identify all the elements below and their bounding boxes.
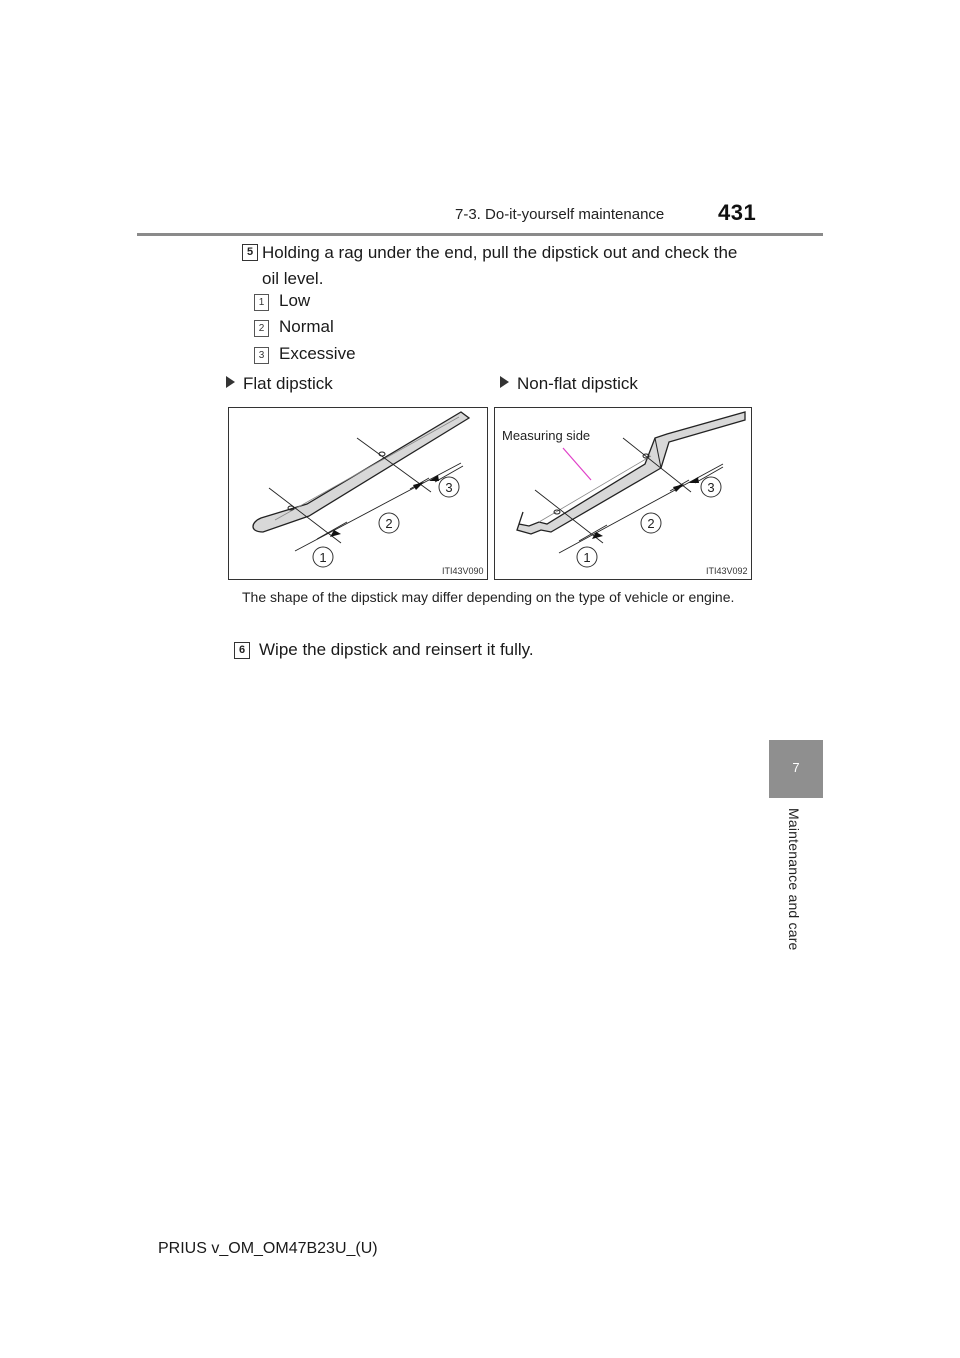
list-number-badge: 2 <box>254 320 269 337</box>
figure-code: ITI43V090 <box>442 566 484 576</box>
callout-1: 1 <box>583 550 591 565</box>
callout-3: 3 <box>445 480 453 495</box>
list-item-low: Low <box>279 291 311 310</box>
step-6-text: Wipe the dipstick and reinsert it fully. <box>259 640 534 659</box>
step-5-text: Holding a rag under the end, pull the dipstick out and check the oil level. <box>262 243 738 288</box>
triangle-bullet-icon <box>500 376 509 388</box>
figure-note: The shape of the dipstick may differ depending on the type of vehicle or engine. <box>242 589 735 605</box>
figure-code: ITI43V092 <box>706 566 748 576</box>
page-number: 431 <box>718 200 757 225</box>
measuring-side-label: Measuring side <box>502 428 591 443</box>
section-title: 7-3. Do-it-yourself maintenance <box>455 206 665 223</box>
step-number-box: 5 <box>242 244 258 261</box>
nonflat-dipstick-heading: Non-flat dipstick <box>500 374 638 394</box>
document-code: PRIUS v_OM_OM47B23U_(U) <box>158 1240 378 1257</box>
callout-2: 2 <box>385 516 393 531</box>
list-number-badge: 1 <box>254 294 269 311</box>
chapter-tab <box>769 740 823 798</box>
header-divider <box>137 233 823 236</box>
callout-1: 1 <box>319 550 327 565</box>
list-item-normal: Normal <box>279 317 334 336</box>
list-item-excessive: Excessive <box>279 344 356 363</box>
step-number-box: 6 <box>234 642 250 659</box>
chapter-number: 7 <box>792 760 800 775</box>
callout-3: 3 <box>707 480 715 495</box>
callout-2: 2 <box>647 516 655 531</box>
flat-dipstick-figure <box>228 407 488 580</box>
triangle-bullet-icon <box>226 376 235 388</box>
flat-dipstick-heading: Flat dipstick <box>226 374 333 394</box>
flat-dipstick-illustration <box>229 408 487 579</box>
chapter-label: Maintenance and care <box>786 808 802 951</box>
nonflat-dipstick-figure <box>494 407 752 580</box>
list-number-badge: 3 <box>254 347 269 364</box>
